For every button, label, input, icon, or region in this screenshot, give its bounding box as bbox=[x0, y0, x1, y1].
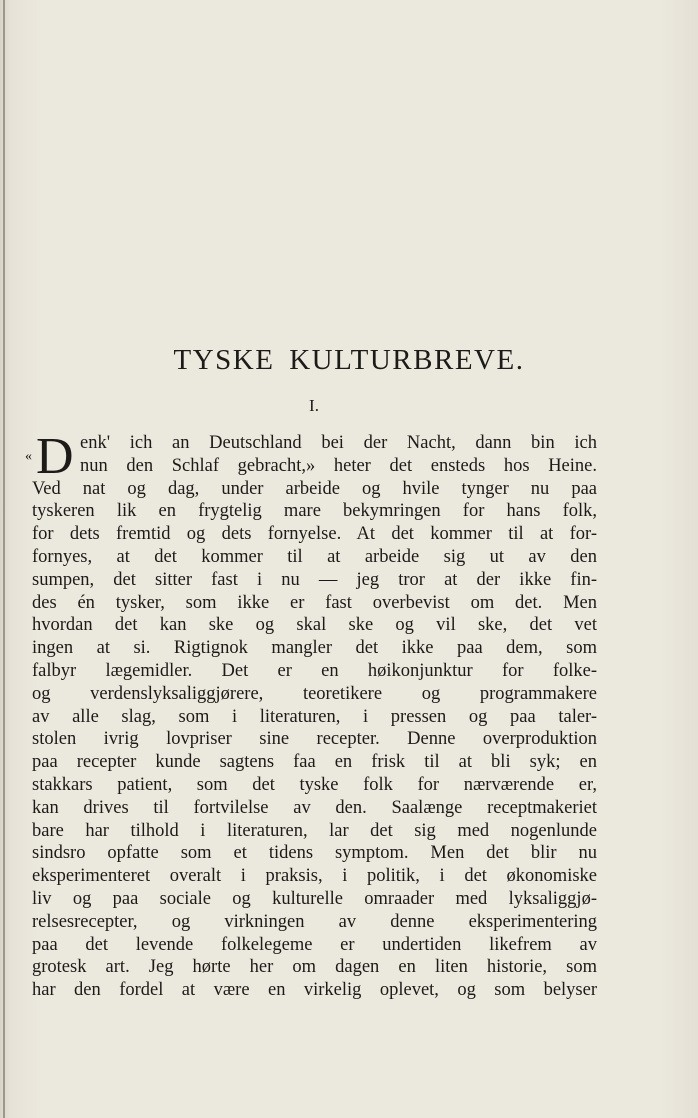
drop-cap: D bbox=[36, 428, 74, 485]
text-line: paa recepter kunde sagtens faa en frisk til at bli syk; en bbox=[32, 752, 597, 773]
body-paragraph bbox=[25, 428, 597, 1002]
text-line: kan drives til fortvilelse av den. Saalænge receptmakeriet bbox=[32, 797, 597, 818]
text-line: tyskeren lik en frygtelig mare bekymringen for hans folk, bbox=[32, 501, 597, 522]
text-line: og verdenslyksaliggjørere, teoretikere og programmakere bbox=[32, 683, 597, 704]
text-line: for dets fremtid og dets fornyelse. At det kommer til at for- bbox=[32, 524, 597, 545]
page-gutter-edge bbox=[3, 0, 5, 1118]
section-numeral: I. bbox=[309, 396, 319, 415]
opening-quote-mark: « bbox=[25, 449, 32, 464]
text-line: paa det levende folkelegeme er undertiden likefrem av bbox=[32, 934, 597, 955]
text-line: stolen ivrig lovpriser sine recepter. Denne overproduktion bbox=[32, 729, 597, 750]
text-line: des én tysker, som ikke er fast overbevist om det. Men bbox=[32, 592, 597, 613]
text-line: sumpen, det sitter fast i nu — jeg tror at der ikke fin- bbox=[32, 569, 597, 590]
text-line: relsesrecepter, og virkningen av denne eksperimentering bbox=[32, 911, 597, 932]
text-line: av alle slag, som i literaturen, i pressen og paa taler- bbox=[32, 706, 597, 727]
text-line: eksperimenteret overalt i praksis, i politik, i det økonomiske bbox=[32, 866, 597, 887]
chapter-title: TYSKE KULTURBREVE. bbox=[173, 344, 525, 376]
text-line: nun den Schlaf gebracht,» heter det ensteds hos Heine. bbox=[80, 455, 597, 476]
text-line: ingen at si. Rigtignok mangler det ikke paa dem, som bbox=[32, 638, 597, 659]
text-line: fornyes, at det kommer til at arbeide sig ut av den bbox=[32, 546, 597, 567]
text-line: liv og paa sociale og kulturelle omraader med lyksaliggjø- bbox=[32, 888, 597, 909]
text-line: falbyr lægemidler. Det er en høikonjunktur for folke- bbox=[32, 660, 597, 681]
text-line: sindsro opfatte som et tidens symptom. Men det blir nu bbox=[32, 843, 597, 864]
text-line: grotesk art. Jeg hørte her om dagen en liten historie, som bbox=[32, 957, 597, 978]
text-line: bare har tilhold i literaturen, lar det sig med nogenlunde bbox=[32, 820, 597, 841]
text-line: enk' ich an Deutschland bei der Nacht, dann bin ich bbox=[80, 433, 597, 453]
text-line: hvordan det kan ske og skal ske og vil ske, det vet bbox=[32, 615, 597, 636]
text-line: har den fordel at være en virkelig oplevet, og som belyser bbox=[32, 980, 597, 1001]
text-line: Ved nat og dag, under arbeide og hvile tynger nu paa bbox=[32, 478, 597, 499]
text-line: stakkars patient, som det tyske folk for nærværende er, bbox=[32, 774, 597, 795]
